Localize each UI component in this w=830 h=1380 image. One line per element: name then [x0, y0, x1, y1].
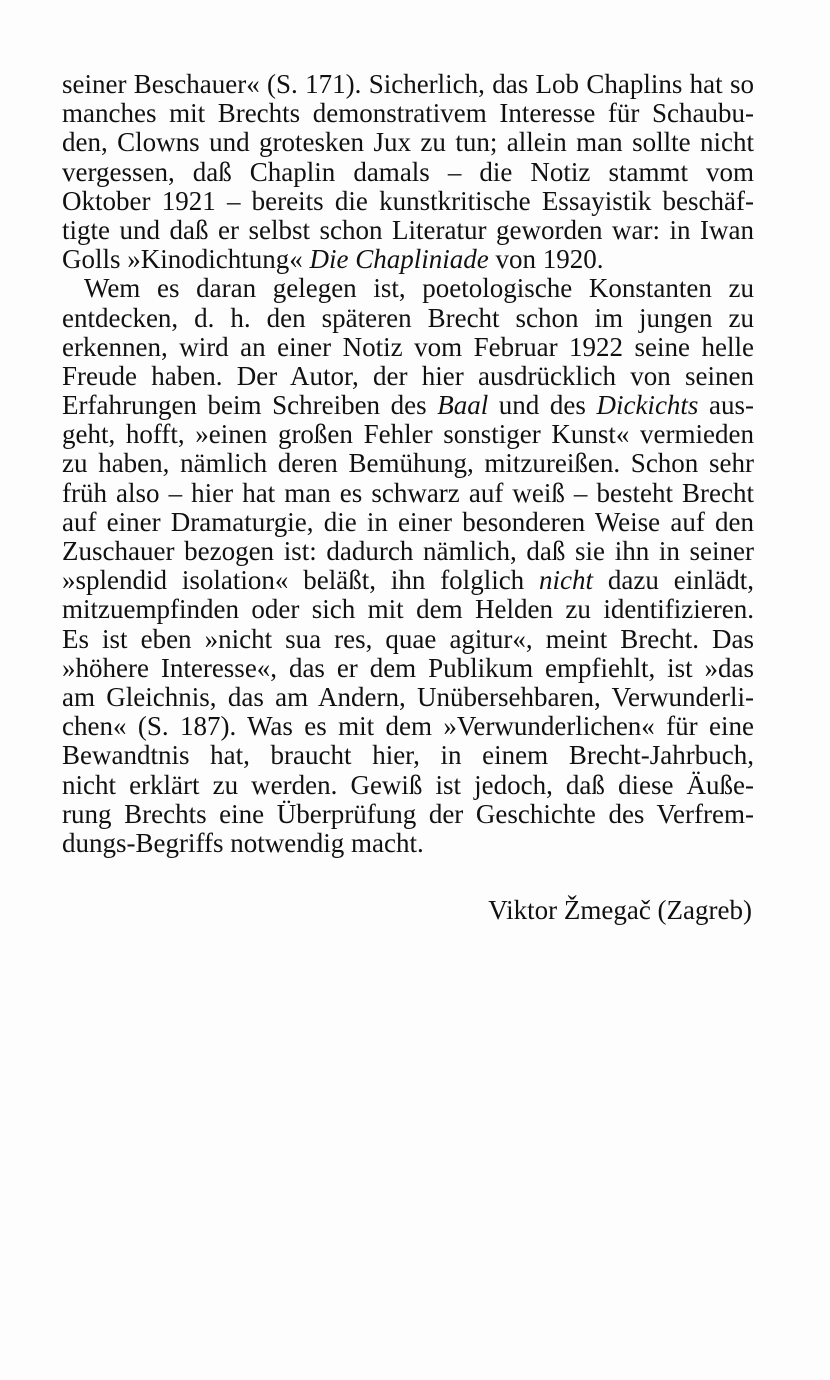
- text-line: Bewandtnis hat, braucht hier, in einem Brecht-Jahrbuch,: [62, 740, 754, 771]
- text-line: seiner Beschauer« (S. 171). Sicherlich, das Lob Chaplins hat so: [62, 69, 754, 99]
- text-line: [62, 245, 754, 274]
- text-line: chen« (S. 187). Was es mit dem »Verwunderlichen« für eine: [62, 711, 754, 742]
- text-line: erkennen, wird an einer Notiz vom Februar 1922 seine helle: [62, 331, 754, 362]
- text-segment: von 1920.: [488, 244, 604, 275]
- author-signature: Viktor Žmegač (Zagreb): [488, 895, 752, 925]
- text-line: rung Brechts eine Überprüfung der Geschichte des Verfrem-: [62, 798, 754, 829]
- text-line: Oktober 1921 – bereits die kunstkritische Essayistik beschäf-: [62, 185, 754, 216]
- text-line: [62, 566, 754, 595]
- text-line: tigte und daß er selbst schon Literatur geworden war: in Iwan: [62, 214, 754, 245]
- text-line: manches mit Brechts demonstrativem Interesse für Schaubu-: [62, 98, 754, 129]
- text-segment: Erfahrungen beim Schreiben des: [62, 390, 438, 421]
- text-line: auf einer Dramaturgie, die in einer besonderen Weise auf den: [62, 506, 754, 537]
- text-segment: Golls »Kinodichtung«: [62, 244, 310, 275]
- text-segment: dazu einlädt,: [593, 565, 754, 596]
- text-line: früh also – hier hat man es schwarz auf weiß – besteht Brecht: [62, 477, 754, 508]
- text-line: geht, hofft, »einen großen Fehler sonstiger Kunst« vermieden: [62, 419, 754, 450]
- text-line: nicht erklärt zu werden. Gewiß ist jedoch, daß diese Äuße-: [62, 769, 754, 800]
- work-title-dickicht: Dickichts: [596, 390, 699, 421]
- text-segment: aus-: [698, 390, 755, 421]
- emphasis-nicht: nicht: [539, 565, 594, 596]
- text-segment: »splendid isolation« beläßt, ihn folglich: [62, 565, 540, 596]
- text-line: zu haben, nämlich deren Bemühung, mitzureißen. Schon sehr: [62, 448, 754, 479]
- text-segment: und des: [488, 390, 597, 421]
- book-title: Die Chapliniade: [309, 244, 489, 275]
- text-line: Wem es daran gelegen ist, poetologische Konstanten zu: [84, 273, 754, 304]
- text-line: den, Clowns und grotesken Jux zu tun; allein man sollte nicht: [62, 127, 754, 158]
- text-line: Freude haben. Der Autor, der hier ausdrücklich von seinen: [62, 360, 754, 391]
- text-line: entdecken, d. h. den späteren Brecht schon im jungen zu: [62, 302, 754, 333]
- text-line: vergessen, daß Chaplin damals – die Notiz stammt vom: [62, 156, 754, 187]
- text-line: mitzuempfinden oder sich mit dem Helden zu identifizieren.: [62, 594, 754, 625]
- text-line: dungs-Begriffs notwendig macht.: [62, 827, 424, 858]
- text-line: [62, 391, 754, 420]
- text-line: Es ist eben »nicht sua res, quae agitur«, meint Brecht. Das: [62, 623, 754, 654]
- body-text: [62, 70, 754, 858]
- text-line: Zuschauer bezogen ist: dadurch nämlich, daß sie ihn in seiner: [62, 536, 754, 566]
- text-line: »höhere Interesse«, das er dem Publikum empfiehlt, ist »das: [62, 652, 754, 683]
- work-title-baal: Baal: [437, 390, 489, 421]
- text-line: am Gleichnis, das am Andern, Unübersehbaren, Verwunderli-: [62, 681, 754, 712]
